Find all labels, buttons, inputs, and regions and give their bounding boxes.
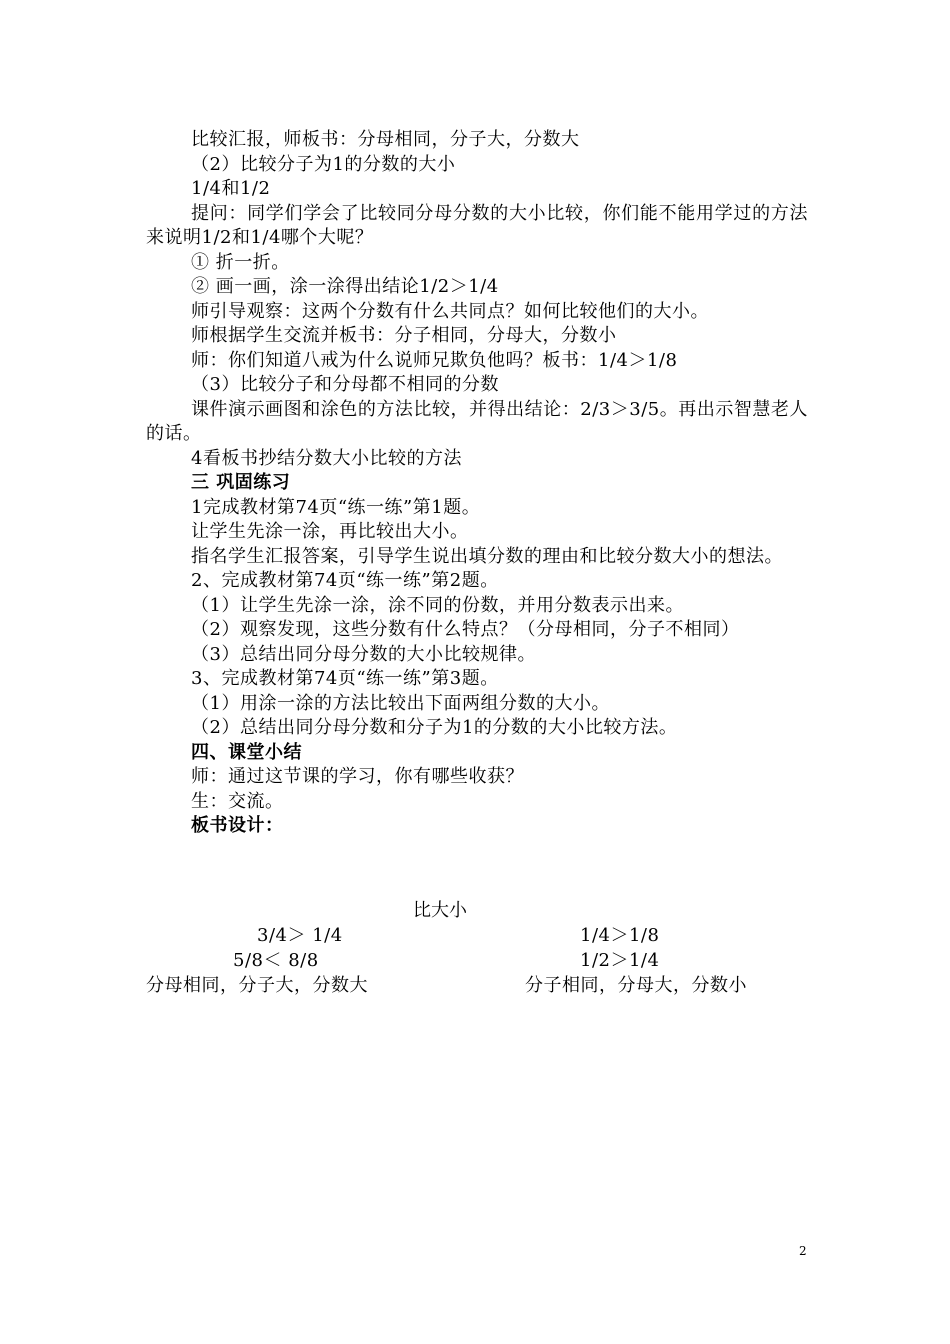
paragraph-line: 指名学生汇报答案，引导学生说出填分数的理由和比较分数大小的想法。: [191, 545, 783, 567]
paragraph-line: 3、完成教材第74页“练一练”第3题。: [191, 668, 499, 689]
lesson-body: [146, 128, 808, 839]
paragraph-line: （1）用涂一涂的方法比较出下面两组分数的大小。: [191, 692, 610, 714]
section-heading: 三 巩固练习: [191, 472, 291, 493]
paragraph-line: （2）观察发现，这些分数有什么特点？（分母相同，分子不相同）: [191, 619, 740, 640]
paragraph-line: 生：交流。: [191, 790, 284, 812]
board-title: 比大小: [413, 900, 467, 921]
paragraph-line: 2、完成教材第74页“练一练”第2题。: [191, 570, 499, 591]
board-right-line-2: 1/2＞1/4: [580, 950, 660, 971]
board-left-rule: 分母相同，分子大，分数大: [146, 975, 368, 996]
board-left-line-1: 3/4＞ 1/4: [257, 925, 343, 946]
paragraph-line: 1完成教材第74页“练一练”第1题。: [191, 496, 481, 518]
page-number: 2: [799, 1244, 807, 1258]
paragraph-line: 4看板书抄结分数大小比较的方法: [191, 447, 462, 469]
paragraph-line: 比较汇报，师板书：分母相同，分子大，分数大: [191, 129, 580, 150]
paragraph-line: 让学生先涂一涂，再比较出大小。: [191, 521, 469, 542]
paragraph-line: ① 折一折。: [191, 251, 290, 273]
section-heading: 四、课堂小结: [191, 741, 302, 763]
paragraph-line: （3）比较分子和分母都不相同的分数: [191, 374, 499, 395]
paragraph-line: （2）比较分子为1的分数的大小: [191, 153, 456, 175]
paragraph-line: 1/4和1/2: [191, 178, 271, 199]
board-right-line-1: 1/4＞1/8: [580, 925, 660, 946]
board-left-line-2: 5/8＜ 8/8: [233, 950, 319, 971]
paragraph-line: 师引导观察：这两个分数有什么共同点？如何比较他们的大小。: [191, 300, 709, 322]
paragraph-line: 师：通过这节课的学习，你有哪些收获？: [191, 766, 524, 787]
paragraph-line: 提问：同学们学会了比较同分母分数的大小比较，你们能不能用学过的方法来说明1/2和1/4哪个大呢？: [146, 202, 808, 248]
board-right-rule: 分子相同，分母大，分数小: [525, 975, 747, 996]
paragraph-line: ② 画一画，涂一涂得出结论1/2＞1/4: [191, 276, 499, 297]
section-heading: 板书设计：: [191, 815, 284, 836]
paragraph-line: （1）让学生先涂一涂，涂不同的份数，并用分数表示出来。: [191, 594, 684, 616]
paragraph-line: 课件演示画图和涂色的方法比较，并得出结论：2/3＞3/5。再出示智慧老人的话。: [146, 398, 808, 444]
paragraph-line: （2）总结出同分母分数和分子为1的分数的大小比较方法。: [191, 717, 678, 738]
paragraph-line: （3）总结出同分母分数的大小比较规律。: [191, 643, 536, 665]
paragraph-line: 师：你们知道八戒为什么说师兄欺负他吗？板书：1/4＞1/8: [191, 349, 678, 371]
paragraph-line: 师根据学生交流并板书：分子相同，分母大，分数小: [191, 325, 617, 346]
